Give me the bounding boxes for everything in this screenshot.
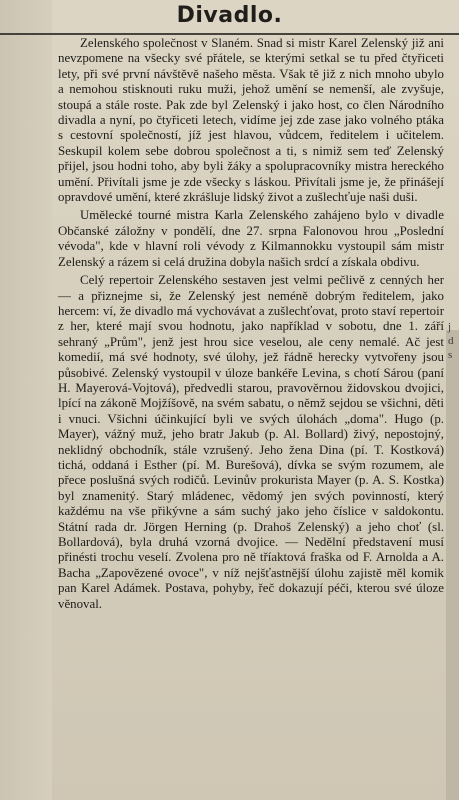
- article-body: [58, 36, 444, 615]
- adjacent-column-edge: [446, 330, 459, 800]
- left-margin: [0, 0, 52, 800]
- adjacent-column-fragment: j d s: [448, 321, 454, 361]
- paragraph-tourne: Umělecké tourné mistra Karla Zelenského zahájeno bylo v divadle Občanské záložny v pondělí, dne 27. srpna Falonovou hrou „Poslední vévoda", kde v hlavní roli vévody z Kilmannokku vystoupil sám mistr Zelenský a rázem si celá družina dobyla našich srdcí a získala obdivu.: [58, 208, 444, 269]
- paragraph-intro: Zelenského společnost v Slaném. Snad si mistr Karel Zelenský již ani nevzpomene na všecky své přátele, se kterými setkal se tu před čtyřiceti lety, při své první návštěvě našeho města. Však tě již z nich mnoho ubylo a nemohou stisknouti ruku muži, jehož umění se nemenší, ale zvyšuje, stoupá a stále roste. Pak zde byl Zelenský i jako host, co člen Národního divadla a nyní, po čtyřiceti letech, vidíme jej zde zase jako volného ptáka s cestovní společností, jíž jest hlavou, vůdcem, ředitelem i učitelem. Seskupil kolem sebe dobrou společnost a ti, s nimiž sem teď Zelenský přijel, jsou hodni toho, aby byli žáky a spolupracovníky mistra hereckého umění. Přivítali jsme je zde všecky s láskou. Přivítali jsme je, že přinášejí opravdové umění, které zkrášluje lidský život a zušlechťuje naši duši.: [58, 36, 444, 205]
- paragraph-repertoir: Celý repertoir Zelenského sestaven jest velmi pečlivě z cenných her — a přiznejme si, že Zelenský jest neméně dobrým ředitelem, jako hercem: ví, že divadlo má vychovávat a zušlechťovat, proto staví repertoir z her, které mají svou hodnotu, jako například v sobotu, dne 1. září sehraný „Prům", jenž jest hrou sice veselou, ale ceny nemalé. Ač jest komedií, má své hodnoty, své úlohy, jež řádně herecky vytvořeny jsou působivé. Zelenský vystoupil v úloze bankéře Levina, s chotí Sárou (paní H. Mayerová-Vojtová), předvedli starou, pravověrnou židovskou dvojici, lpící na zákoně Mojžíšově, na svém sabatu, o němž sejdou se všichni, děti i vnuci. Všichni účinkující byli ve svých úlohách „doma". Hugo (p. Mayer), vážný muž, jeho bratr Jakub (p. Al. Bollard) živý, nepostojný, neklidný obchodník, stále vzrušený. Jeho žena Dina (pí. T. Kostková) tichá, oddaná i Esther (pí. M. Burešová), dívka se svým rozumem, ale přece poslušná svých rodičů. Levinův prokurista Mayer (p. A. S. Kostka) byl znamenitý. Starý mládenec, vědomý jen svých povinností, který každému na vše přikývne a sám suchý jako jeho číslice v saldokontu. Státní rada dr. Jörgen Herning (p. Drahoš Zelenský) a jeho choť (sl. Bollardová), byla druhá vzorná dvojice. — Nedělní představení musí přinésti trochu veselí. Zvolena pro ně tříaktová fraška od F. Arnolda a A. Bacha „Zapovězené ovoce", v níž nejšťastnější úlohu zajistě měl komik pan Karel Adámek. Postava, pohyby, řeč dokazují péči, kterou své úloze věnoval.: [58, 273, 444, 611]
- page-title: Divadlo.: [176, 3, 283, 28]
- title-rule: [0, 33, 459, 35]
